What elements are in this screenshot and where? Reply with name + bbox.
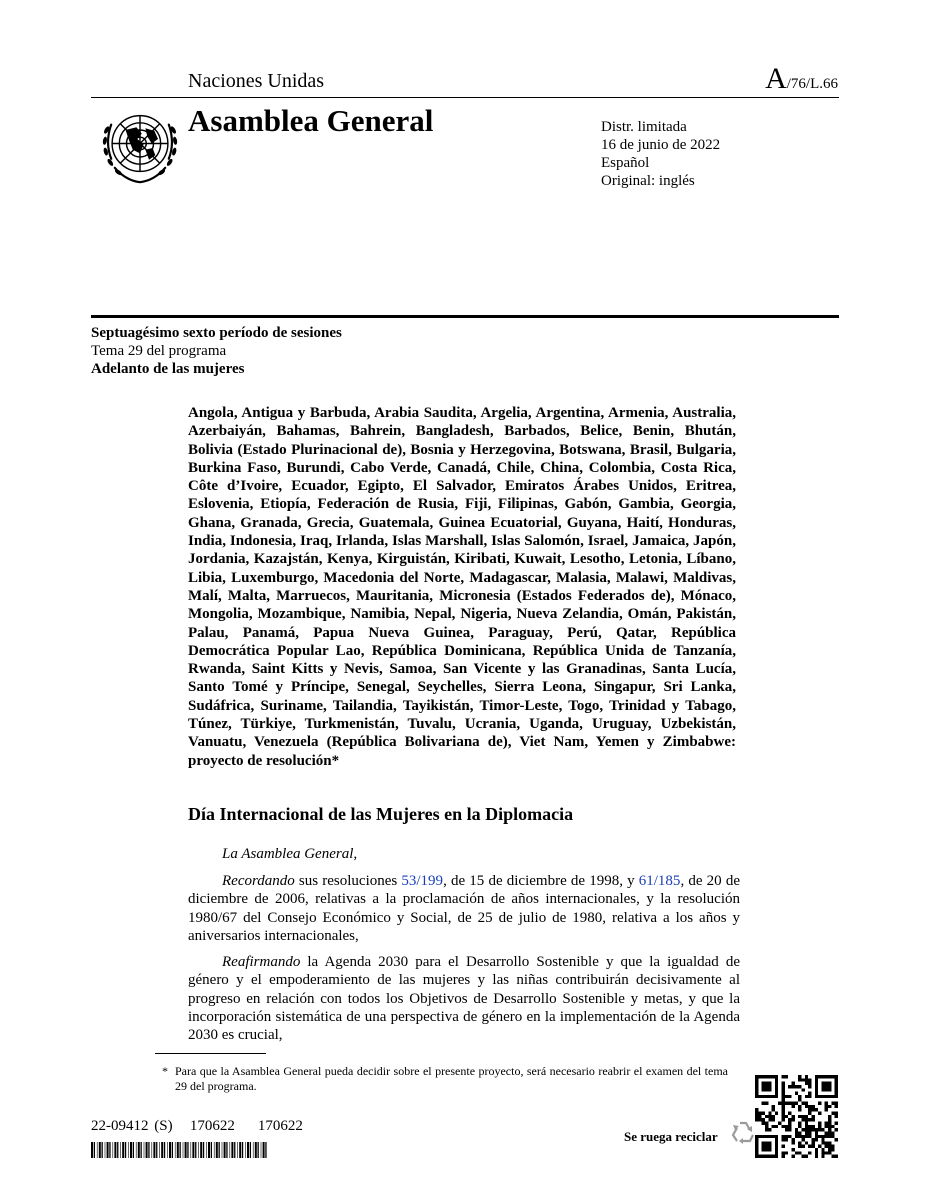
organization-name: Naciones Unidas [188, 70, 325, 92]
paragraph-lead: Recordando [222, 873, 295, 889]
recycle-icon [728, 1118, 758, 1148]
distribution-date: 16 de junio de 2022 [601, 137, 721, 153]
barcode-icon [91, 1142, 269, 1158]
session-name: Septuagésimo sexto período de sesiones [91, 325, 342, 341]
resolution-link-53-199[interactable]: 53/199 [401, 873, 444, 889]
assembly-title: Asamblea General [188, 103, 434, 138]
paragraph-text: , de 15 de diciembre de 1998, y [443, 873, 639, 889]
symbol-letter: A [765, 62, 787, 95]
distribution-original: Original: inglés [601, 173, 695, 189]
paragraph-lead: Reafirmando [222, 954, 301, 970]
header-rule [91, 97, 839, 98]
print-date: 170622 [257, 1118, 303, 1134]
distribution-line: Distr. limitada [601, 119, 687, 135]
resolution-link-61-185[interactable]: 61/185 [638, 873, 681, 889]
footnote-marker: * [162, 1064, 168, 1078]
opening-paragraph: La Asamblea General, [222, 846, 358, 862]
paragraph-text: sus resoluciones [294, 873, 402, 889]
agenda-title: Adelanto de las mujeres [91, 361, 245, 377]
document-number [91, 1118, 303, 1135]
resolution-title: Día Internacional de las Mujeres en la Diplomacia [188, 804, 574, 824]
paragraph-text: la Agenda 2030 para el Desarrollo Sostenible y que la igualdad de género y el empoderamiento de las mujeres y las niñas contribuirán decisivamente al progreso en relación con todos los Objetivos de Desarrollo Sostenible y metas, y que la incorporación sistemática de una perspectiva de género en la implementación de la Agenda 2030 es crucial, [188, 954, 740, 1044]
footnote-rule [155, 1053, 266, 1054]
document-symbol [765, 62, 838, 96]
qr-code-icon[interactable] [755, 1075, 838, 1158]
sponsors-list: Angola, Antigua y Barbuda, Arabia Saudita, Argelia, Argentina, Armenia, Australia, Azerbaiyán, Bahamas, Bahrein, Bangladesh, Barbados, Belice, Benin, Bhután, Bolivia (Estado Plurinacional de), Bosnia y Herzegovina, Botswana, Brasil, Bulgaria, Burkina Faso, Burundi, Cabo Verde, Canadá, Chile, China, Colombia, Costa Rica, Côte d’Ivoire, Ecuador, Egipto, El Salvador, Emiratos Árabes Unidos, Eritrea, Eslovenia, Etiopía, Federación de Rusia, Fiji, Filipinas, Gabón, Gambia, Georgia, Ghana, Granada, Grecia, Guatemala, Guinea Ecuatorial, Guyana, Haití, Honduras, India, Indonesia, Iraq, Irlanda, Islas Marshall, Islas Salomón, Israel, Jamaica, Japón, Jordania, Kazajstán, Kenya, Kirguistán, Kiribati, Kuwait, Lesotho, Letonia, Líbano, Libia, Luxemburgo, Macedonia del Norte, Madagascar, Malasia, Malawi, Maldivas, Malí, Malta, Marruecos, Mauritania, Micronesia (Estados Federados de), Mónaco, Mongolia, Mozambique, Namibia, Nepal, Nigeria, Nueva Zelandia, Omán, Pakistán, Palau, Panamá, Papua Nueva Guinea, Paraguay, Perú, Qatar, República Democrática Popular Lao, República Dominicana, República Unida de Tanzanía, Rwanda, Saint Kitts y Nevis, Samoa, San Vicente y las Granadinas, Santa Lucía, Santo Tomé y Príncipe, Senegal, Seychelles, Sierra Leona, Singapur, Sri Lanka, Sudáfrica, Suriname, Tailandia, Tayikistán, Timor-Leste, Togo, Trinidad y Tabago, Túnez, Türkiye, Turkmenistán, Tuvalu, Ucrania, Uganda, Uruguay, Uzbekistán, Vanuatu, Venezuela (República Bolivariana de), Viet Nam, Yemen y Zimbabwe: proyecto de resolución* [188, 405, 736, 769]
job-number: 22-09412 (S) [91, 1118, 173, 1134]
session-block [91, 324, 342, 378]
symbol-number: /76/L.66 [786, 76, 838, 92]
recycle-label: Se ruega reciclar [624, 1129, 718, 1144]
paragraph-text: , de 20 de diciembre de 2006, relativas a la proclamación de años internacionales, y la resolución 1980/67 del Consejo Económico y Social, de 25 de julio de 1980, relativa a los años y aniversarios internacionales, [188, 873, 740, 944]
un-emblem-icon [95, 103, 185, 193]
footnote-text: Para que la Asamblea General pueda decidir sobre el presente proyecto, será necesario reabrir el examen del tema 29 del programa. [175, 1064, 728, 1093]
preamble-paragraph-2 [188, 953, 740, 1044]
distribution-block [601, 118, 720, 190]
distribution-language: Español [601, 155, 650, 171]
release-date: 170622 [189, 1118, 235, 1134]
preamble-paragraph-1 [188, 872, 740, 945]
agenda-item: Tema 29 del programa [91, 343, 227, 359]
footnote [162, 1064, 728, 1094]
session-rule [91, 315, 839, 318]
